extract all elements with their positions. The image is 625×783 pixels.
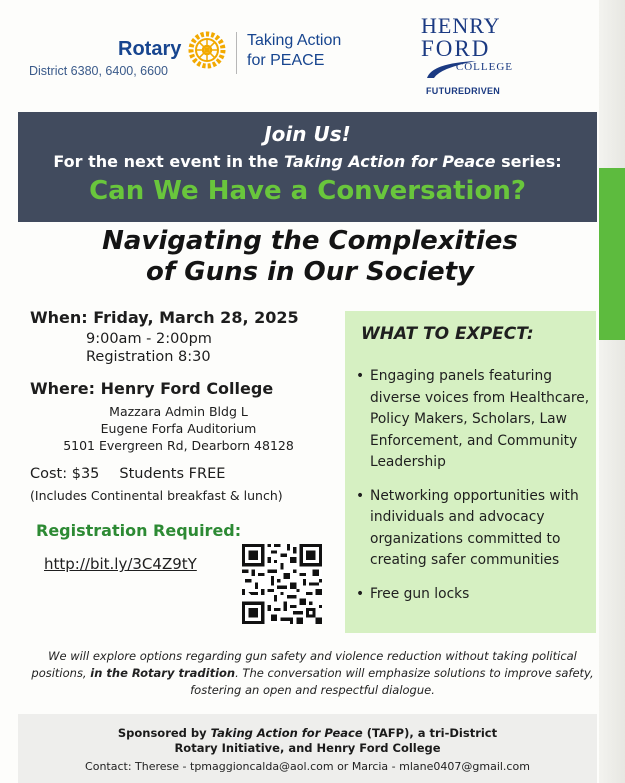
series-intro-name: Taking Action for Peace [284,152,496,171]
tafp-logo-line2: for PEACE [247,52,325,69]
event-time: 9:00am - 2:00pm [86,331,212,347]
what-to-expect-heading: WHAT TO EXPECT: [361,324,534,344]
registration-heading: Registration Required: [36,521,242,540]
registration-link[interactable]: http://bit.ly/3C4Z9tY [44,555,197,573]
event-headline: Can We Have a Conversation? [89,176,526,206]
event-description [30,648,595,699]
event-subtitle [50,226,570,288]
sponsor-prefix: Sponsored by [117,726,211,740]
list-item: • Free gun locks [356,584,592,606]
venue-auditorium: Eugene Forfa Auditorium [100,421,257,436]
paper-edge-green-tab [599,168,625,340]
list-item: • Engaging panels featuring diverse voices from Healthcare, Policy Makers, Scholars, Law Enforcement, and Community Leadership [356,366,592,474]
join-us-heading: Join Us! [264,122,351,146]
event-description-text: We will explore options regarding gun safety and violence reduction without taking political positions, [31,649,577,680]
event-subtitle-line2: of Guns in Our Society [146,257,474,287]
paper-edge [599,0,625,783]
list-item: • Networking opportunities with individuals and advocacy organizations committed to creating safer communities [356,486,592,572]
sponsor-line1 [18,726,597,741]
rotary-district: District 6380, 6400, 6600 [29,64,168,78]
series-intro-suffix: series: [495,152,562,171]
series-intro [18,152,597,171]
cost-line [30,466,225,482]
hfc-logo-henry: HENRY [421,13,501,38]
when-heading: When: Friday, March 28, 2025 [30,308,299,327]
venue-building: Mazzara Admin Bldg L [109,404,248,419]
hfc-swoosh-icon [426,59,478,79]
sponsor-line2: Rotary Initiative, and Henry Ford College [174,741,441,755]
series-intro-prefix: For the next event in the [53,152,284,171]
event-registration-time: Registration 8:30 [86,349,211,365]
hfc-logo-college: COLLEGE [455,61,513,73]
cost-price: Cost: $35 [30,466,100,482]
event-description-text-end: . The conversation will emphasize solutions to improve safety, fostering an open and respectful dialogue. [190,666,594,697]
cost-includes: (Includes Continental breakfast & lunch) [30,488,283,503]
event-subtitle-line1: Navigating the Complexities [102,226,518,256]
what-to-expect-list [356,366,592,617]
venue-street: 5101 Evergreen Rd, Dearborn 48128 [63,438,294,453]
registration-qr-code[interactable] [242,544,322,624]
cost-students: Students FREE [119,466,226,482]
hfc-tagline: FUTUREDRIVEN [426,86,501,96]
rotary-wheel-icon [187,30,227,70]
contact-line: Contact: Therese - tpmaggioncalda@aol.com or Marcia - mlane0407@gmail.com [85,760,530,773]
tafp-logo-line1: Taking Action [247,32,342,49]
tafp-logo [247,31,341,71]
sponsor-series: Taking Action for Peace [210,726,363,740]
event-description-emphasis: in the Rotary tradition [90,666,236,680]
sponsor-text [18,726,597,756]
rotary-logo-text: Rotary [118,38,182,60]
hfc-logo-ford: FORD [421,36,491,61]
where-heading: Where: Henry Ford College [30,379,274,398]
header-divider [236,32,237,74]
sponsor-suffix: (TAFP), a tri-District [362,726,498,740]
venue-address [46,403,311,454]
